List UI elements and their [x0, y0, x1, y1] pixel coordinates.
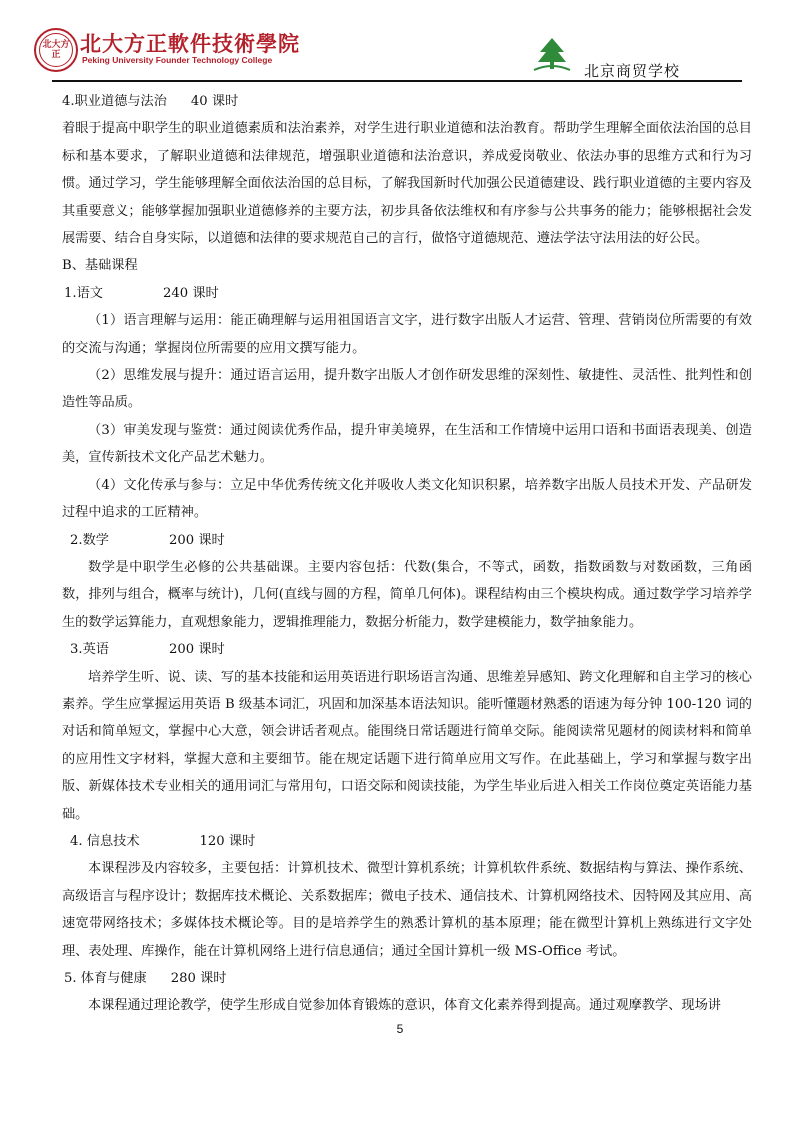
paragraph: 数学是中职学生必修的公共基础课。主要内容包括：代数(集合，不等式，函数，指数函数与对数函数，三角函数，排列与组合，概率与统计)，几何(直线与圆的方程，简单几何体)。课程结构由三个模块构成。通过数学学习培养学生的数学运算能力，直观想象能力，逻辑推理能力，数据分析能力，数学建模能力，数学抽象能力。 — [62, 559, 752, 630]
course-hours: 240 课时 — [162, 285, 219, 301]
college-seal-icon — [34, 28, 78, 72]
paragraph: 着眼于提高中职学生的职业道德素质和法治素养，对学生进行职业道德和法治教育。帮助学生理解全面依法治国的总目标和基本要求，了解职业道德和法律规范，增强职业道德和法治意识，养成爱岗敬业、依法办事的思维方式和行为习惯。通过学习，学生能够理解全面依法治国的总目标，了解我国新时代加强公民道德建设、践行职业道德的主要内容及其重要意义；能够掌握加强职业道德修养的主要方法，初步具备依法维权和有序参与公共事务的能力；能够根据社会发展需要、结合自身实际，以道德和法律的要求规范自己的言行，做恪守道德规范、遵法学法守法用法的好公民。 — [62, 121, 752, 247]
section-heading — [62, 527, 752, 554]
course-title: 2.数学 — [70, 532, 109, 548]
school-name: 北京商贸学校 — [584, 62, 681, 80]
course-hours: 120 课时 — [199, 833, 256, 849]
paragraph: 本课程涉及内容较多，主要包括：计算机技术、微型计算机系统；计算机软件系统、数据结构与算法、操作系统、高级语言与程序设计；数据库技术概论、关系数据库；微电子技术、通信技术、计算机网络技术、因特网及其应用、高速宽带网络技术；多媒体技术概论等。目的是培养学生的熟悉计算机的基本原理；能在微型计算机上熟练进行文字处理、表处理、库操作，能在计算机网络上进行信息通信；通过全国计算机一级 MS-Office 考试。 — [62, 861, 752, 959]
page-number: 5 — [396, 1022, 404, 1036]
header-divider — [52, 80, 742, 82]
category-heading: B、基础课程 — [62, 258, 138, 274]
paragraph: （3）审美发现与鉴赏：通过阅读优秀作品，提升审美境界，在生活和工作情境中运用口语和书面语表现美、创造美，宣传新技术文化产品艺术魅力。 — [62, 422, 752, 466]
paragraph: （2）思维发展与提升：通过语言运用，提升数字出版人才创作研发思维的深刻性、敏捷性、灵活性、批判性和创造性等品质。 — [62, 368, 752, 411]
section-heading — [62, 88, 752, 115]
paragraph: 本课程通过理论教学，使学生形成自觉参加体育锻炼的意识，体育文化素养得到提高。通过观摩教学、现场讲 — [88, 998, 721, 1014]
section-heading — [62, 965, 752, 992]
course-hours: 280 课时 — [170, 971, 227, 986]
college-name-cn: 北大方正軟件技術學院 — [80, 31, 300, 56]
course-title: 5. 体育与健康 — [64, 971, 147, 986]
tree-emblem-icon — [530, 32, 574, 76]
course-hours: 200 课时 — [168, 642, 225, 658]
course-title: 1.语文 — [64, 285, 103, 301]
seal-text: 北大方正 — [42, 40, 70, 60]
course-title: 4. 信息技术 — [70, 833, 140, 849]
college-name-en: Peking University Founder Technology College — [82, 55, 273, 65]
course-title: 4.职业道德与法治 — [62, 94, 167, 109]
paragraph: （4）文化传承与参与：立足中华优秀传统文化并吸收人类文化知识积累，培养数字出版人员技术开发、产品研发过程中追求的工匠精神。 — [62, 477, 752, 521]
section-heading — [62, 280, 752, 307]
course-title: 3.英语 — [70, 642, 109, 658]
paragraph: （1）语言理解与运用：能正确理解与运用祖国语言文字，进行数字出版人才运营、管理、营销岗位所需要的有效的交流与沟通；掌握岗位所需要的应用文撰写能力。 — [62, 313, 752, 356]
document-body — [62, 88, 752, 1020]
paragraph: 培养学生听、说、读、写的基本技能和运用英语进行职场语言沟通、思维差异感知、跨文化理解和自主学习的核心素养。学生应掌握运用英语 B 级基本词汇，巩固和加深基本语法知识。能听懂题材熟悉的语速为每分钟 100-120 词的对话和简单短文，掌握中心大意，领会讲话者观点。能围绕日常话题进行简单交际。能阅读常见题材的阅读材料和简单的应用性文字材料，掌握大意和主要细节。能在规定话题下进行简单应用文写作。在此基础上，学习和掌握与数字出版、新媒体技术专业相关的通用词汇与常用句，口语交际和阅读技能，为学生毕业后进入相关工作岗位奠定英语能力基础。 — [62, 669, 752, 822]
section-heading — [62, 828, 752, 855]
section-heading — [62, 636, 752, 663]
page-header — [0, 0, 800, 90]
course-hours: 40 课时 — [190, 94, 239, 109]
course-hours: 200 课时 — [168, 532, 225, 548]
